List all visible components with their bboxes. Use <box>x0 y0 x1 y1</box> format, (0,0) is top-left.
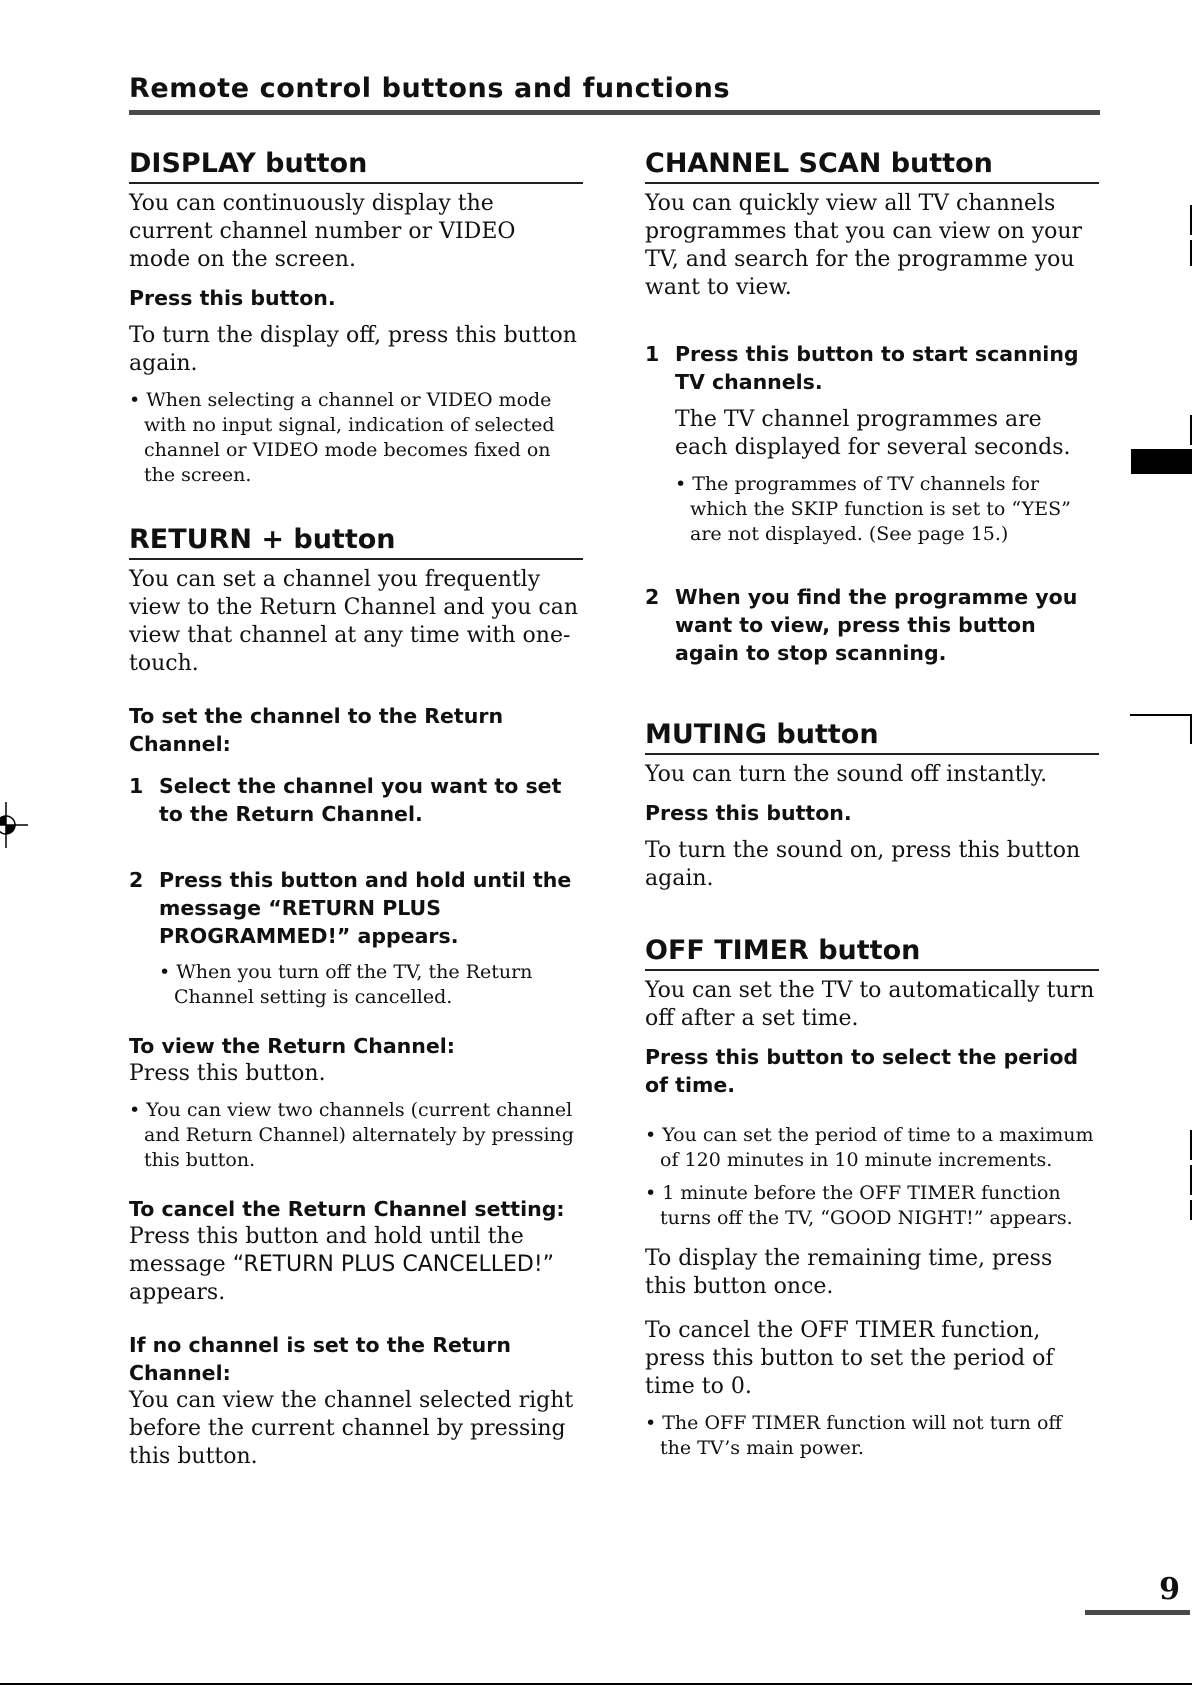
return-step-2-note: • When you turn off the TV, the Return Channel setting is cancelled. <box>159 961 533 1008</box>
step-text: Press this button and hold until the message “RETURN PLUS PROGRAMMED!” appears. <box>159 868 572 948</box>
return-step-1 <box>129 772 583 828</box>
offtimer-cancel-text: To cancel the OFF TIMER function, press this button to set the period of time to 0. <box>645 1318 1054 1399</box>
return-cancel-text-a: Press this button and hold until the message <box>129 1224 524 1277</box>
registration-mark-icon <box>0 800 30 850</box>
offtimer-note-1: • You can set the period of time to a maximum of 120 minutes in 10 minute increments. <box>645 1124 1094 1171</box>
crop-mark <box>1130 714 1192 716</box>
return-cancel-subheading: To cancel the Return Channel setting: <box>129 1197 565 1221</box>
return-none-text: You can view the channel selected right before the current channel by pressing this button. <box>129 1388 574 1469</box>
display-heading: DISPLAY button <box>129 146 583 184</box>
muting-instruction: Press this button. <box>645 801 852 825</box>
scan-heading: CHANNEL SCAN button <box>645 146 1099 184</box>
return-step-2 <box>129 866 583 950</box>
return-set-subheading: To set the channel to the Return Channel: <box>129 704 504 756</box>
return-cancel-message: “RETURN PLUS CANCELLED!” <box>232 1252 555 1277</box>
display-instruction: Press this button. <box>129 286 336 310</box>
step-number: 1 <box>129 774 144 798</box>
offtimer-instruction: Press this button to select the period of time. <box>645 1045 1079 1097</box>
muting-intro: You can turn the sound off instantly. <box>645 762 1048 787</box>
return-view-note: • You can view two channels (current channel and Return Channel) alternately by pressing this button. <box>129 1099 574 1171</box>
muting-heading: MUTING button <box>645 717 1099 755</box>
display-intro: You can continuously display the current channel number or VIDEO mode on the screen. <box>129 191 516 272</box>
left-column <box>129 146 583 1505</box>
return-heading: RETURN + button <box>129 522 583 560</box>
right-column <box>645 146 1099 1495</box>
step-text: Press this button to start scanning TV channels. <box>675 342 1079 394</box>
offtimer-display-text: To display the remaining time, press this button once. <box>645 1246 1053 1299</box>
display-off-text: To turn the display off, press this button again. <box>129 323 577 376</box>
muting-on-text: To turn the sound on, press this button again. <box>645 838 1081 891</box>
scan-section <box>645 146 1099 667</box>
return-view-subheading: To view the Return Channel: <box>129 1034 455 1058</box>
display-note: • When selecting a channel or VIDEO mode with no input signal, indication of selected channel or VIDEO mode becomes fixed on the screen. <box>129 389 555 486</box>
muting-section <box>645 717 1099 893</box>
offtimer-note-2: • 1 minute before the OFF TIMER function turns off the TV, “GOOD NIGHT!” appears. <box>645 1182 1073 1229</box>
side-tab-marker <box>1131 449 1192 474</box>
offtimer-intro: You can set the TV to automatically turn off after a set time. <box>645 978 1095 1031</box>
offtimer-heading: OFF TIMER button <box>645 933 1099 971</box>
return-cancel-text <box>129 1223 583 1307</box>
step-text: When you find the programme you want to view, press this button again to stop scanning. <box>675 585 1078 665</box>
scan-intro: You can quickly view all TV channels programmes that you can view on your TV, and search for the programme you want to view. <box>645 191 1083 300</box>
page-number: 9 <box>1085 1570 1190 1615</box>
offtimer-section <box>645 933 1099 1461</box>
scan-step-1-text: The TV channel programmes are each displayed for several seconds. <box>675 407 1071 460</box>
display-section <box>129 146 583 488</box>
return-none-subheading: If no channel is set to the Return Channel: <box>129 1333 511 1385</box>
return-intro: You can set a channel you frequently view to the Return Channel and you can view that channel at any time with one-touch. <box>129 567 578 676</box>
scan-step-2 <box>645 583 1099 667</box>
return-section <box>129 522 583 1471</box>
scan-step-1-note: • The programmes of TV channels for which the SKIP function is set to “YES” are not displayed. (See page 15.) <box>675 473 1071 545</box>
step-text: Select the channel you want to set to the Return Channel. <box>159 774 562 826</box>
return-cancel-text-c: appears. <box>129 1280 226 1305</box>
step-number: 2 <box>129 868 144 892</box>
offtimer-note-3: • The OFF TIMER function will not turn off the TV’s main power. <box>645 1412 1062 1459</box>
scan-step-1 <box>645 340 1099 396</box>
step-number: 2 <box>645 585 660 609</box>
return-view-text: Press this button. <box>129 1061 326 1086</box>
page-title: Remote control buttons and functions <box>129 70 1100 115</box>
step-number: 1 <box>645 342 660 366</box>
